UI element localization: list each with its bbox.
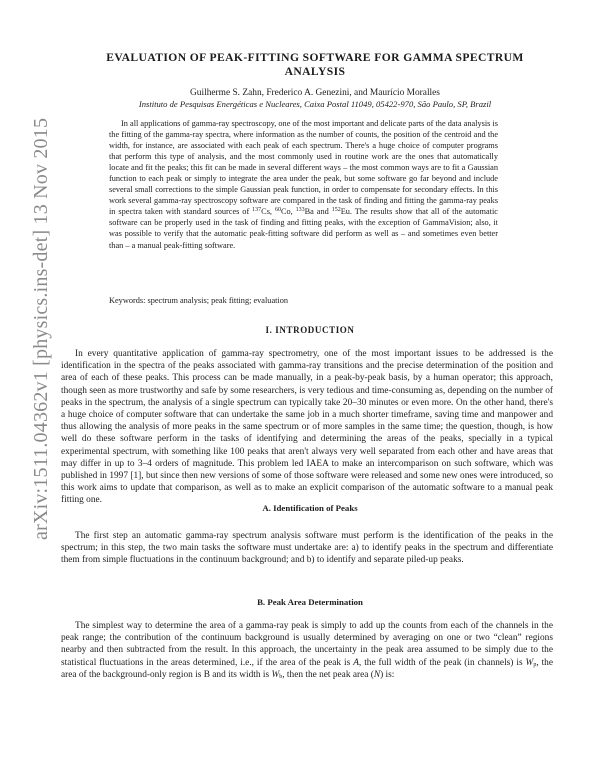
ba-symbol: Ba and (304, 207, 332, 217)
var-w-background: W (271, 669, 280, 680)
co-mass-number: 60 (274, 207, 281, 214)
arxiv-identifier-stamp[interactable]: arXiv:1511.04362v1 [physics.ins-det] 13 Nov 2015 (30, 117, 52, 540)
keywords: Keywords: spectrum analysis; peak fitting; evaluation (109, 296, 289, 305)
identification-text: The first step an automatic gamma-ray spectrum analysis software must perform is the identification of the peaks in the spectrum; in this step, the two main tasks the software must undertake are: a) to identify peaks in the spectrum and differentiate them from simple fluctuations in the continuum background; and b) to identify and separate piled-up peaks. (61, 531, 553, 566)
subscript-b: b (279, 673, 283, 680)
author-list: Guilherme S. Zahn, Frederico A. Genezini, and Maurício Moralles (190, 88, 440, 98)
abstract-text-1: In all applications of gamma-ray spectroscopy, one of the most important and delicate parts of the data analysis is the fitting of the gamma-ray spectra, where information as the number of counts, the position of the centroid and the width, for instance, are associated with each peak of each spectrum. There's a huge choice of computer programs that perform this type of analysis, and the most commonly used in routine work are the ones that automatically locate and fit the peaks; this fit can be made in several different ways – the most common ways are to fit a Gaussian function to each peak or simply to integrate the area under the peak, but some software go far beyond and include several small corrections to the simple Gaussian peak function, in order to compensate for secondary effects. In this work several gamma-ray spectroscopy software are compared in the task of finding and fitting the gamma-ray peaks in spectra taken with standard sources of (109, 119, 498, 217)
peak-area-text-4: , then the net peak area ( (282, 669, 374, 680)
subsection-heading-identification: A. Identification of Peaks (262, 503, 358, 513)
introduction-text: In every quantitative application of gamma-ray spectrometry, one of the most important issues to be addressed is the identification in the spectra of the peaks associated with gamma-ray transitions and the precise determination of the position and area of each of these peaks. This process can be made manually, in a peak-by-peak basis, by a human operator; this approach, though seen as more trustworthy and safe by some researchers, is very tedious and time-consuming as, depending on the number of peaks in the spectrum, the analysis of a single spectrum can typically take 20–30 minutes or even more. On the other hand, there's a huge choice of computer software that can undertake the same job in a much shorter timeframe, saving time and manpower and thus allowing the analysis of more peaks in the same spectrum or of more samples in the same time; the question, though, is how well do these software perform in the tasks of identifying and determining the areas of the peaks, specially in a typical experimental spectrum, with something like 100 peaks that aren't always very well separated from each other and have areas that may differ in up to 3–4 orders of magnitude. This problem led IAEA to make an intercomparison on such software, which was published in 1997 [1], but since then new versions of some of those software were released and some new ones were introduced, so this work aims to update that comparison, as well as to make an explicit comparison of the automatic software to a manual peak fitting one. (61, 349, 553, 506)
cs-mass-number: 137 (252, 207, 262, 214)
subsection-heading-peak-area: B. Peak Area Determination (257, 597, 363, 607)
peak-area-text-1: The simplest way to determine the area of a gamma-ray peak is simply to add up the counts from each of the channels in the peak range; the contribution of the continuum background is usually determined by averaging on one or two “clean” regions nearby and then subtracted from the result. In this approach, the uncertainty in the peak area assumed to be simply due to the statistical fluctuations in the areas determined, i.e., if the area of the peak is (61, 621, 553, 668)
identification-paragraph (61, 530, 553, 567)
introduction-paragraph (61, 348, 553, 507)
abstract-text-2: Eu. The results show that all of the automatic software can be properly used in the task of finding and fitting peaks, with the exception of GammaVision; also, it was possible to verify that the automatic peak-fitting software did perform as well as – and sometimes even better than – a manual peak-fitting software. (109, 207, 498, 250)
eu-mass-number: 152 (331, 207, 341, 214)
var-w-peak: W (525, 657, 534, 668)
var-a: A (353, 657, 359, 668)
title-line-1: EVALUATION OF PEAK-FITTING SOFTWARE FOR GAMMA SPECTRUM (106, 51, 524, 64)
co-symbol: Co, (280, 207, 296, 217)
author-affiliation: Instituto de Pesquisas Energéticas e Nucleares, Caixa Postal 11049, 05422-970, São Paulo, SP, Brazil (138, 99, 492, 109)
subscript-p: p (533, 661, 537, 668)
peak-area-text-5: ) is: (380, 669, 395, 680)
paper-title (80, 51, 550, 79)
peak-area-paragraph (61, 620, 553, 681)
section-heading-introduction: I. INTRODUCTION (265, 325, 355, 335)
ba-mass-number: 133 (295, 207, 305, 214)
peak-area-text-2: , the full width of the peak (in channels) is (358, 657, 526, 668)
abstract (109, 118, 498, 251)
title-line-2: ANALYSIS (284, 65, 346, 78)
peak-area-text-3: , the area of the background-only region is B and its width is (61, 657, 553, 680)
cs-symbol: Cs, (261, 207, 275, 217)
var-n: N (373, 669, 381, 680)
